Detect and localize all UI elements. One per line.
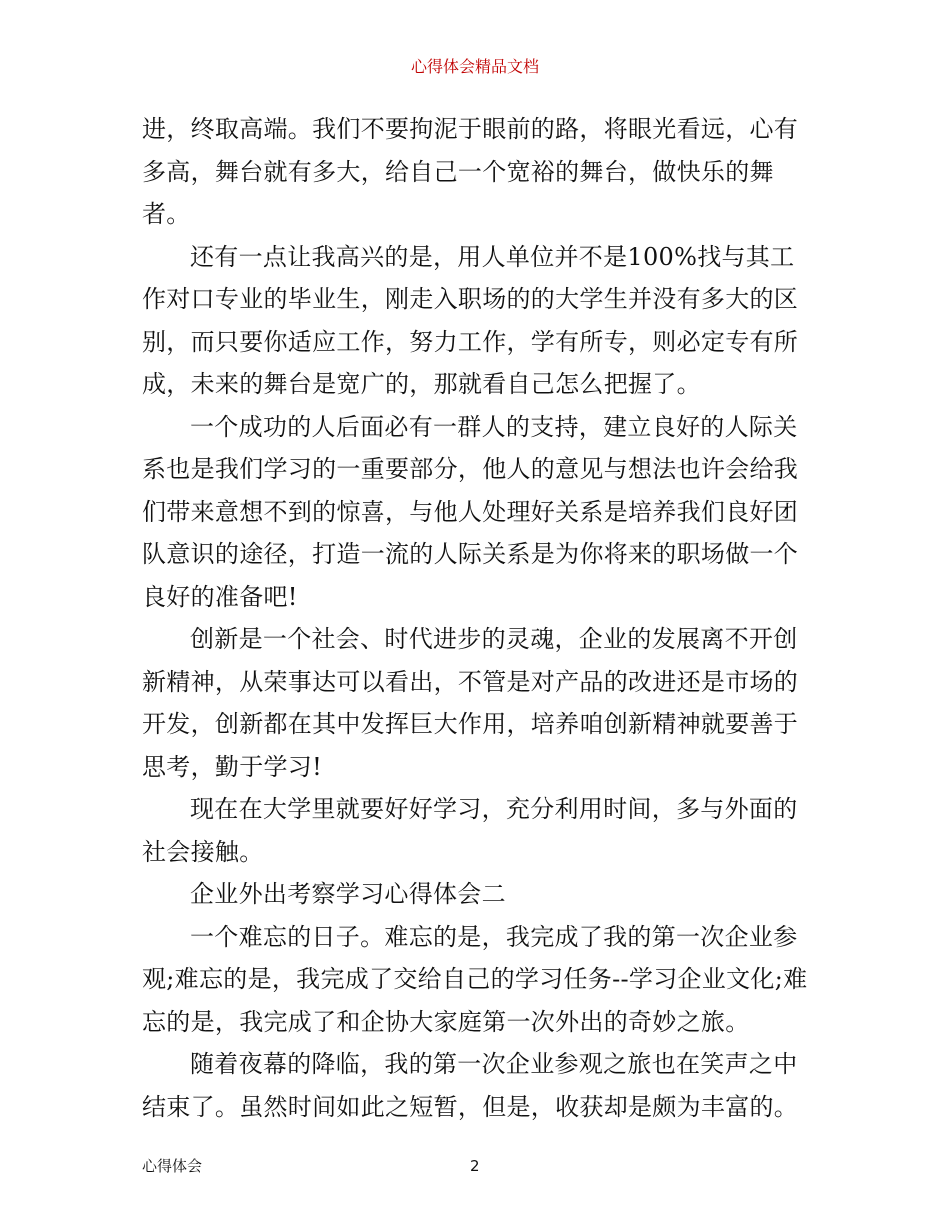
section-heading: 企业外出考察学习心得体会二	[190, 880, 506, 908]
paragraph: 随着夜幕的降临，我的第一次企业参观之旅也在笑声之中结束了。虽然时间如此之短暂，但是，收获却是颇为丰富的。	[142, 1050, 799, 1121]
document-body	[142, 108, 814, 1128]
paragraph: 还有一点让我高兴的是，用人单位并不是100%找与其工作对口专业的毕业生，刚走入职场的的大学生并没有多大的区别，而只要你适应工作，努力工作，学有所专，则必定专有所成，未来的舞台是宽广的，那就看自己怎么把握了。	[142, 242, 799, 398]
paragraph: 创新是一个社会、时代进步的灵魂，企业的发展离不开创新精神，从荣事达可以看出，不管是对产品的改进还是市场的开发，创新都在其中发挥巨大作用，培养咱创新精神就要善于思考，勤于学习!	[142, 625, 799, 781]
page-number: 2	[470, 1157, 480, 1175]
paragraph: 一个难忘的日子。难忘的是，我完成了我的第一次企业参观;难忘的是，我完成了交给自己的学习任务--学习企业文化;难忘的是，我完成了和企协大家庭第一次外出的奇妙之旅。	[142, 922, 808, 1036]
paragraph-continuation: 进，终取高端。我们不要拘泥于眼前的路，将眼光看远，心有多高，舞台就有多大，给自己一个宽裕的舞台，做快乐的舞者。	[142, 115, 799, 228]
footer-label: 心得体会	[142, 1157, 203, 1175]
paragraph: 现在在大学里就要好好学习，充分利用时间，多与外面的社会接触。	[142, 795, 798, 866]
paragraph: 一个成功的人后面必有一群人的支持，建立良好的人际关系也是我们学习的一重要部分，他人的意见与想法也许会给我们带来意想不到的惊喜，与他人处理好关系是培养我们良好团队意识的途径，打造一流的人际关系是为你将来的职场做一个良好的准备吧!	[142, 412, 799, 611]
page-header-title: 心得体会精品文档	[410, 57, 539, 76]
